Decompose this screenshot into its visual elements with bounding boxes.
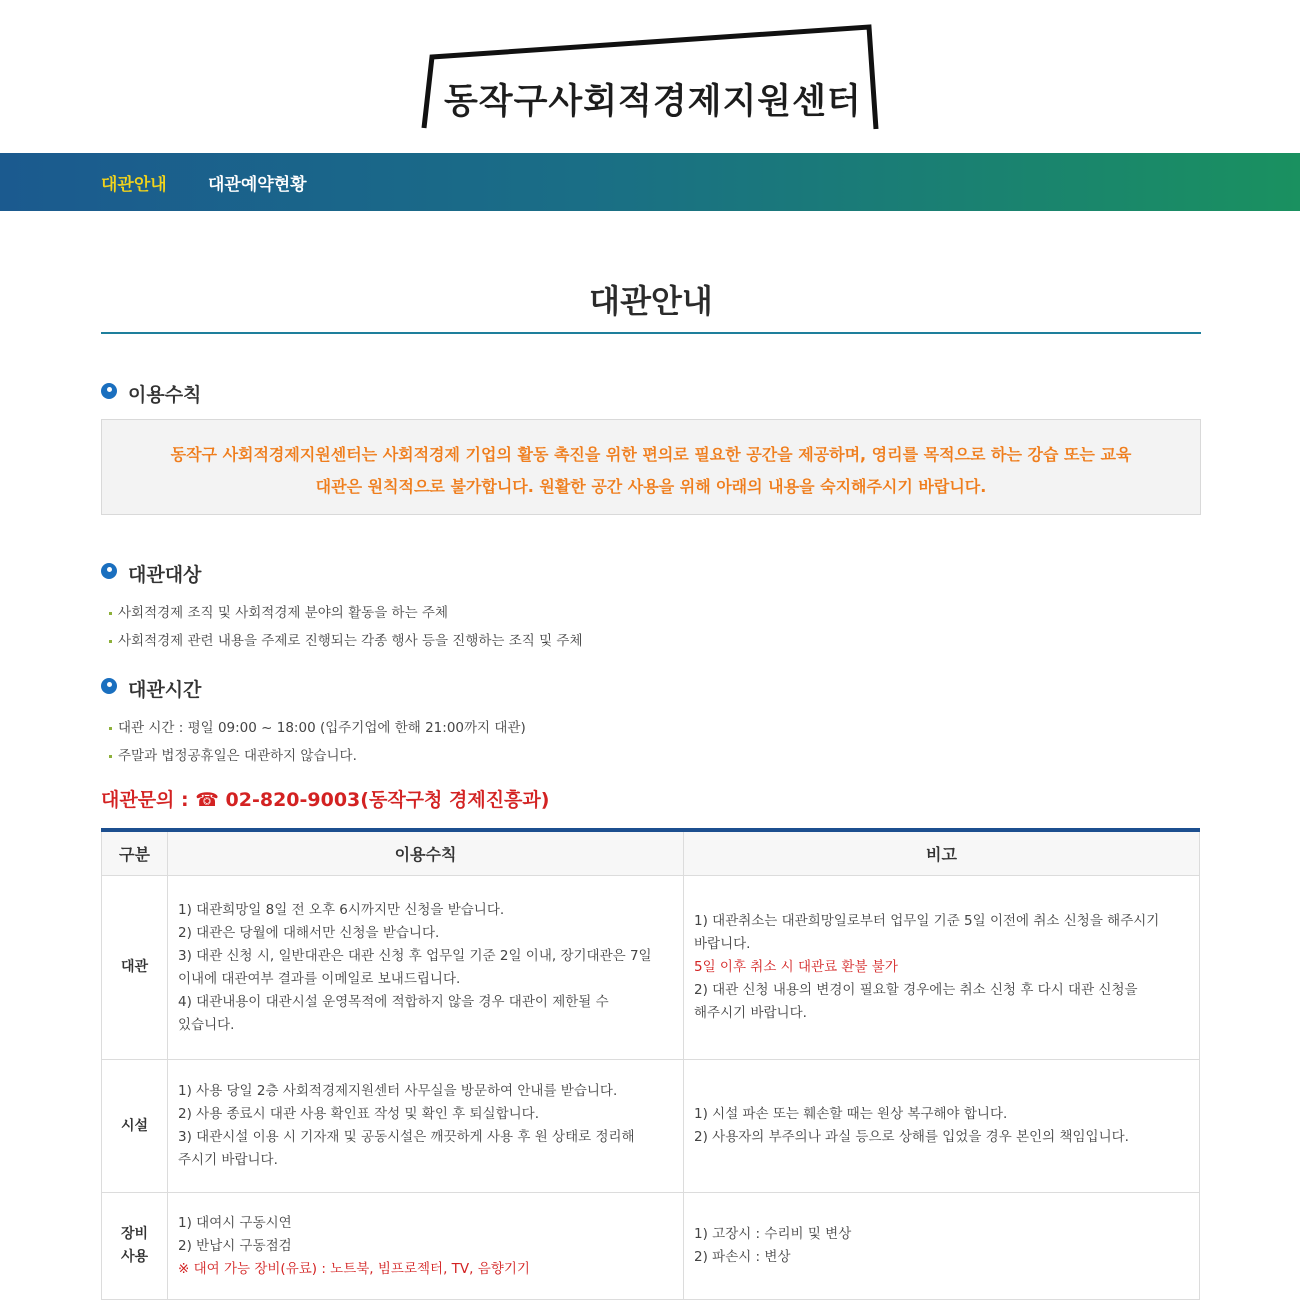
table-row-notes — [684, 1060, 1200, 1193]
category-label: 장비 — [120, 1226, 149, 1242]
table-row-rules — [168, 1193, 684, 1300]
list-item — [109, 601, 448, 621]
table-row-notes — [684, 876, 1200, 1060]
table-header-category: 구분 — [101, 832, 168, 876]
bullet-icon — [109, 640, 112, 643]
note-line: 바랍니다. — [694, 936, 751, 952]
notice-line-2: 대관은 원칙적으로 불가합니다. 원활한 공간 사용을 위해 아래의 내용을 숙지해주시기 바랍니다. — [315, 477, 987, 496]
bullet-icon — [109, 755, 112, 758]
table-header-rules: 이용수칙 — [168, 832, 684, 876]
table-row-notes — [684, 1193, 1200, 1300]
note-line: 1) 고장시 : 수리비 및 변상 — [694, 1226, 852, 1242]
table-row-category — [101, 1193, 168, 1300]
title-divider — [101, 332, 1201, 334]
note-line-warning: 5일 이후 취소 시 대관료 환불 불가 — [694, 959, 898, 975]
list-item-text: 사회적경제 관련 내용을 주제로 진행되는 각종 행사 등을 진행하는 조직 및 주체 — [118, 633, 583, 649]
nav-item-reservation-status[interactable]: 대관예약현황 — [208, 175, 307, 195]
page-title: 대관안내 — [589, 282, 713, 320]
list-item — [109, 716, 526, 736]
list-item — [109, 629, 583, 649]
section-title: 이용수칙 — [128, 384, 202, 406]
nav-item-rental-guide[interactable]: 대관안내 — [101, 175, 167, 195]
rule-line: 있습니다. — [178, 1016, 235, 1033]
rule-line: 2) 사용 종료시 대관 사용 확인표 작성 및 확인 후 퇴실합니다. — [178, 1106, 540, 1122]
category-label: 시설 — [120, 1117, 149, 1134]
rule-line: 이내에 대관여부 결과를 이메일로 보내드립니다. — [178, 970, 461, 987]
circle-bullet-icon — [101, 563, 117, 579]
notice-box — [101, 419, 1201, 515]
rule-line: 1) 사용 당일 2층 사회적경제지원센터 사무실을 방문하여 안내를 받습니다. — [178, 1083, 618, 1099]
circle-bullet-icon — [101, 678, 117, 694]
rule-line-warning: ※ 대여 가능 장비(유료) : 노트북, 빔프로젝터, TV, 음향기기 — [178, 1260, 530, 1277]
rule-line: 1) 대여시 구동시연 — [178, 1214, 292, 1231]
main-nav — [0, 153, 1300, 211]
category-label: 대관 — [120, 959, 149, 975]
circle-bullet-icon — [101, 383, 117, 399]
notice-line-1: 동작구 사회적경제지원센터는 사회적경제 기업의 활동 촉진을 위한 편의로 필요한 공간을 제공하며, 영리를 목적으로 하는 강습 또는 교육 — [170, 445, 1132, 464]
rule-line: 주시기 바랍니다. — [178, 1152, 278, 1168]
rule-line: 3) 대관 신청 시, 일반대관은 대관 신청 후 업무일 기준 2일 이내, 장기대관은 7일 — [178, 947, 652, 964]
category-label: 사용 — [120, 1249, 149, 1265]
rule-line: 1) 대관희망일 8일 전 오후 6시까지만 신청을 받습니다. — [178, 901, 505, 918]
rule-line: 4) 대관내용이 대관시설 운영목적에 적합하지 않을 경우 대관이 제한될 수 — [178, 993, 609, 1010]
table-row-category — [101, 876, 168, 1060]
table-row-category — [101, 1060, 168, 1193]
note-line: 1) 시설 파손 또는 훼손할 때는 원상 복구해야 합니다. — [694, 1106, 1008, 1122]
list-item-text: 주말과 법정공휴일은 대관하지 않습니다. — [118, 748, 357, 764]
note-line: 1) 대관취소는 대관희망일로부터 업무일 기준 5일 이전에 취소 신청을 해주시기 — [694, 913, 1160, 929]
bullet-icon — [109, 612, 112, 615]
note-line: 2) 파손시 : 변상 — [694, 1249, 791, 1265]
table-row-rules — [168, 1060, 684, 1193]
list-item-text: 사회적경제 조직 및 사회적경제 분야의 활동을 하는 주체 — [118, 605, 448, 621]
site-header — [0, 0, 1300, 153]
contact-info: 대관문의 : ☎ 02-820-9003(동작구청 경제진흥과) — [101, 789, 550, 811]
section-title: 대관대상 — [128, 564, 202, 586]
rule-line: 3) 대관시설 이용 시 기자재 및 공동시설은 깨끗하게 사용 후 원 상태로 정리해 — [178, 1129, 635, 1145]
section-title: 대관시간 — [128, 679, 202, 701]
rule-line: 2) 반납시 구동점검 — [178, 1237, 292, 1254]
rule-line: 2) 대관은 당월에 대해서만 신청을 받습니다. — [178, 924, 440, 941]
table-header-notes: 비고 — [684, 832, 1200, 876]
bullet-icon — [109, 727, 112, 730]
list-item-text: 대관 시간 : 평일 09:00 ~ 18:00 (입주기업에 한해 21:00까지 대관) — [118, 720, 526, 736]
note-line: 2) 대관 신청 내용의 변경이 필요할 경우에는 취소 신청 후 다시 대관 신청을 — [694, 982, 1138, 998]
note-line: 2) 사용자의 부주의나 과실 등으로 상해를 입었을 경우 본인의 책임입니다. — [694, 1129, 1129, 1145]
list-item — [109, 744, 357, 764]
table-row-rules — [168, 876, 684, 1060]
note-line: 해주시기 바랍니다. — [694, 1005, 807, 1021]
site-logo[interactable]: 동작구사회적경제지원센터 — [444, 82, 862, 122]
